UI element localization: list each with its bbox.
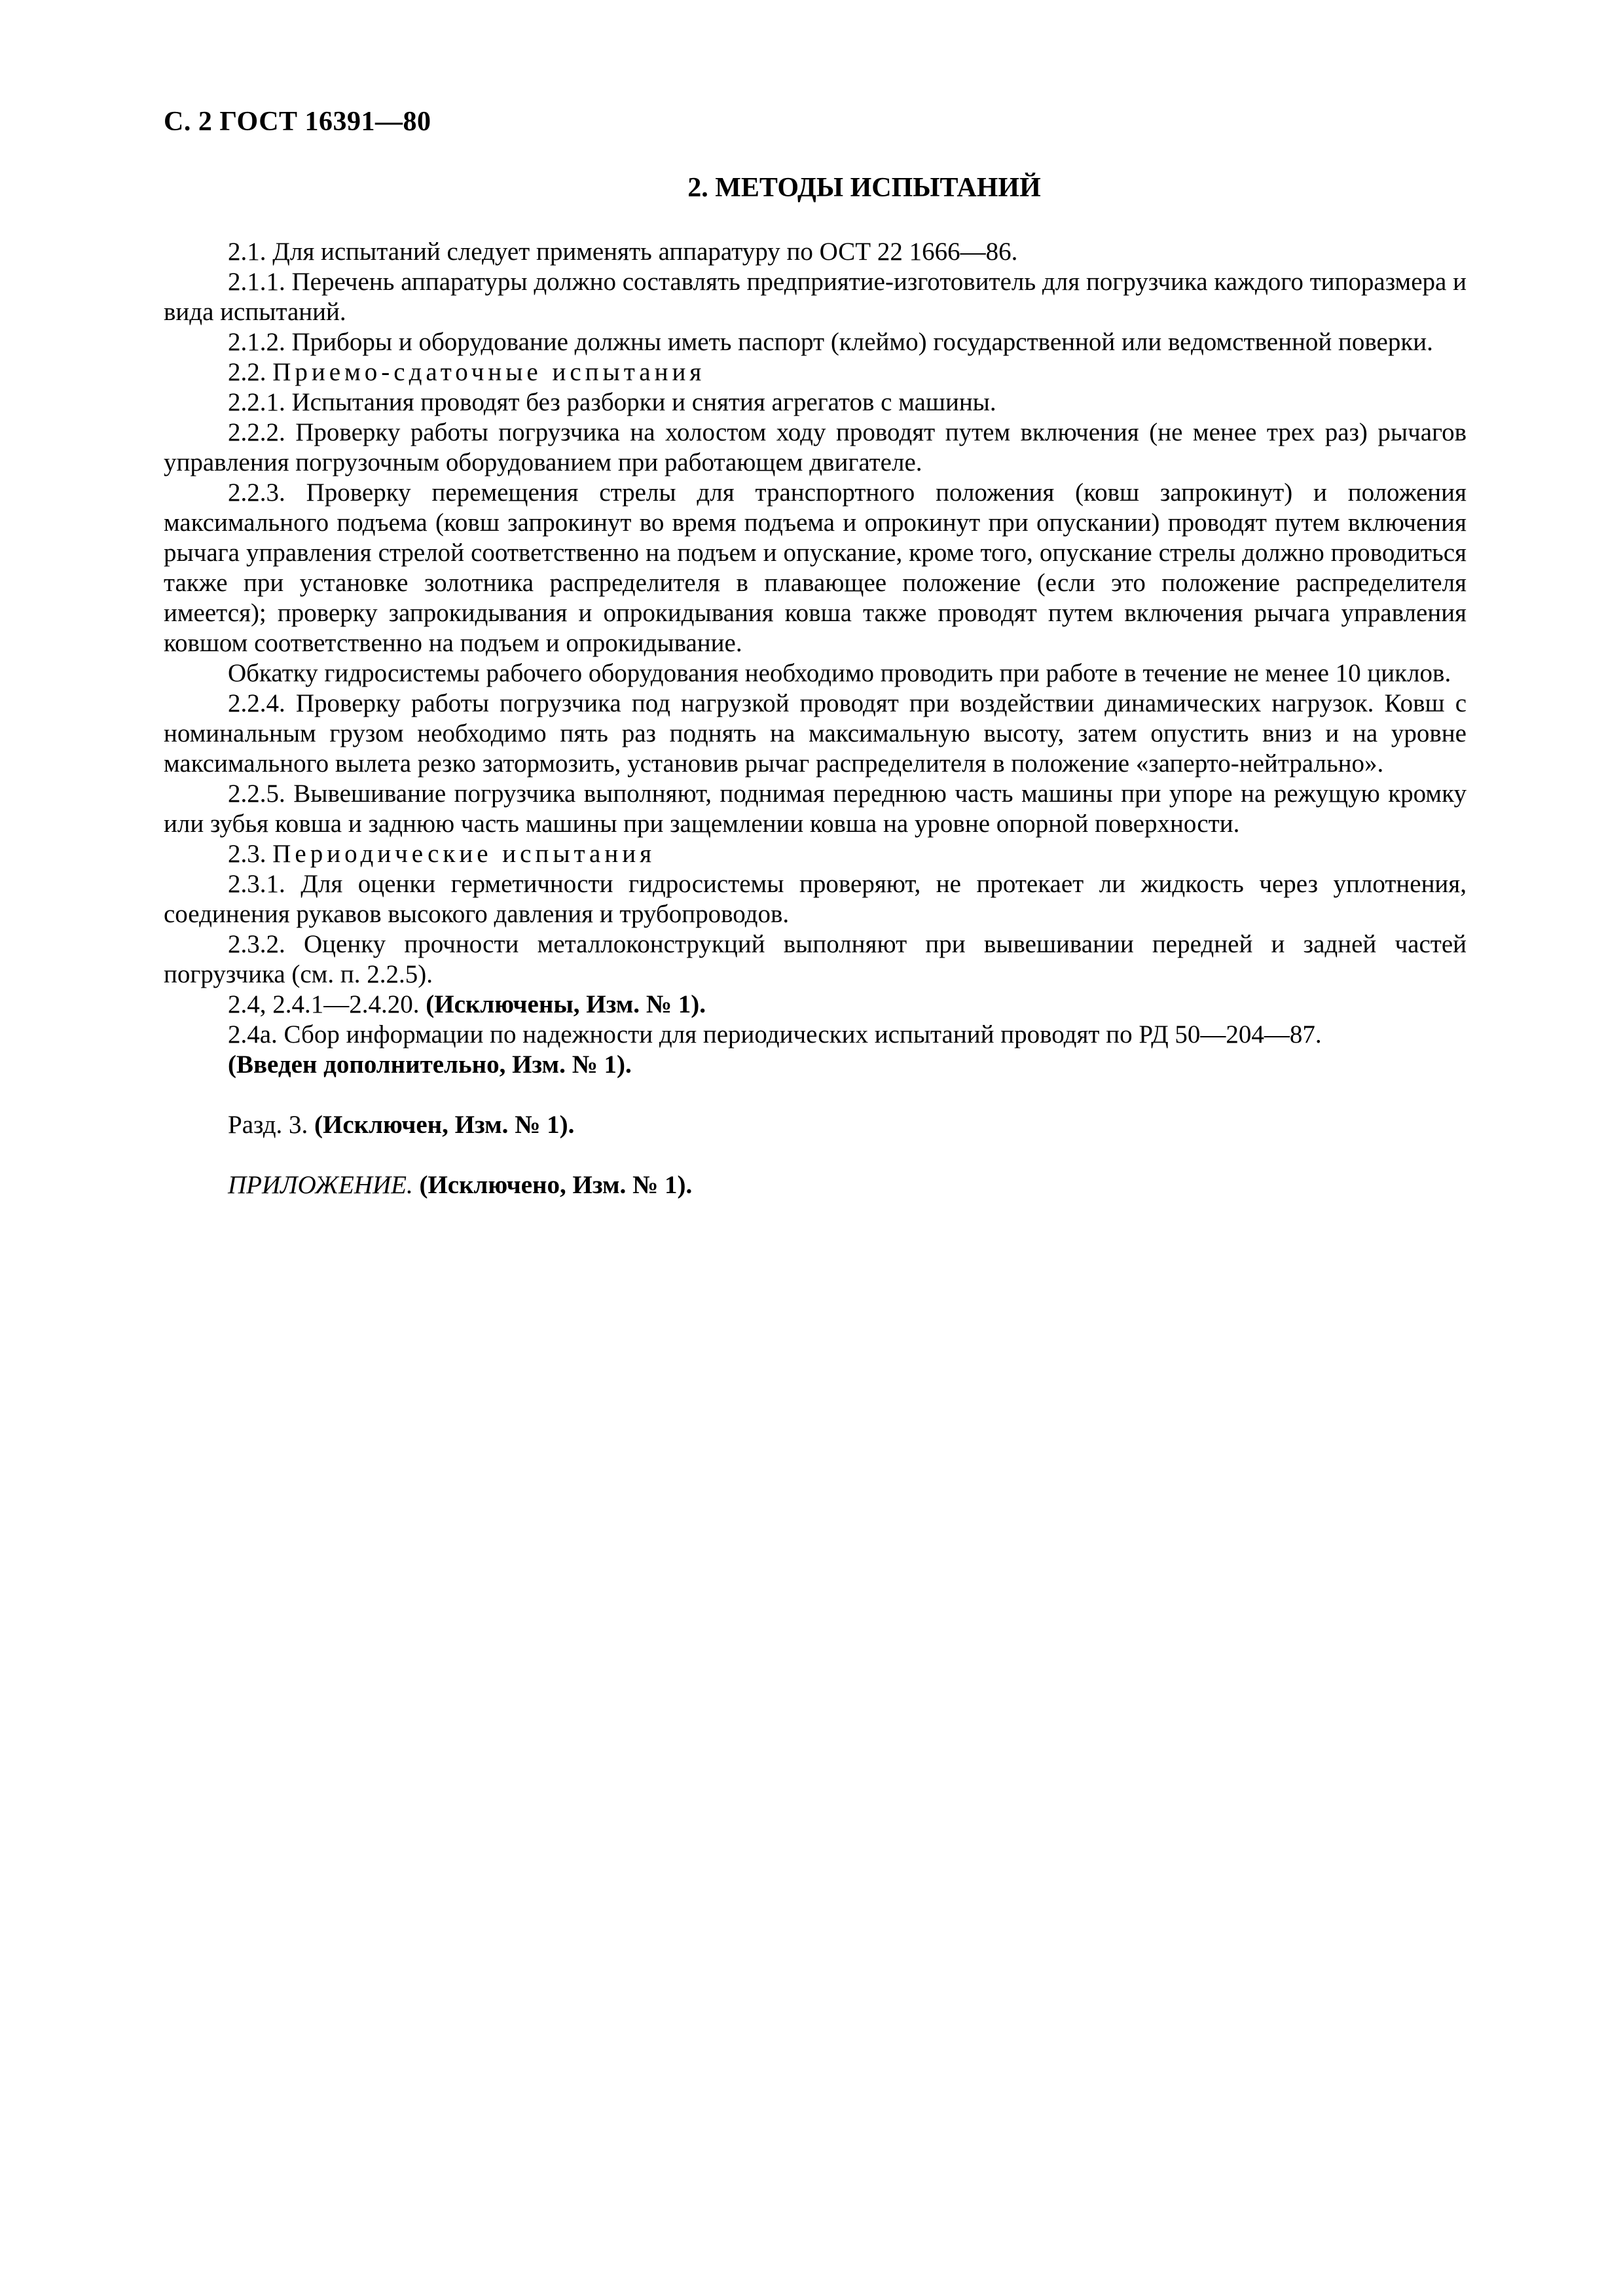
paragraph-2-4-note: (Исключены, Изм. № 1). [426, 990, 706, 1018]
paragraph-obkatka: Обкатку гидросистемы рабочего оборудования необходимо проводить при работе в течение не менее 10 циклов. [228, 659, 1451, 687]
subsection-2-2-heading [164, 357, 1467, 387]
paragraph-2-2-4: 2.2.4. Проверку работы погрузчика под нагрузкой проводят при воздействии динамических нагрузок. Ковш с номинальным грузом необходимо пять раз поднять на максимальную высоту, затем опустить вниз и на уровне максимального вылета резко затормозить, установив рычаг распределителя в положение «заперто-нейтрально». [164, 689, 1467, 778]
paragraph-appendix [164, 1170, 1467, 1200]
subsection-2-3-heading [164, 839, 1467, 869]
paragraph-razd-3-prefix: Разд. 3. [228, 1111, 308, 1139]
paragraph-2-4a: 2.4а. Сбор информации по надежности для периодических испытаний проводят по РД 50—204—87. [228, 1020, 1322, 1049]
paragraph-2-4 [164, 990, 1467, 1020]
subsection-2-3-title: Периодические испытания [272, 840, 656, 868]
paragraph-2-2-1: 2.2.1. Испытания проводят без разборки и снятия агрегатов с машины. [228, 388, 996, 416]
subsection-2-3-number: 2.3. [228, 840, 266, 868]
paragraph-2-3-2: 2.3.2. Оценку прочности металлоконструкций выполняют при вывешивании передней и задней частей погрузчика (см. п. 2.2.5). [164, 930, 1467, 988]
paragraph-2-1-2: 2.1.2. Приборы и оборудование должны иметь паспорт (клеймо) государственной или ведомственной поверки. [228, 328, 1433, 356]
paragraph-razd-3 [164, 1110, 1467, 1140]
subsection-2-2-number: 2.2. [228, 358, 266, 386]
paragraph-2-3-1: 2.3.1. Для оценки герметичности гидросистемы проверяют, не протекает ли жидкость через уплотнения, соединения рукавов высокого давления и трубопроводов. [164, 870, 1467, 928]
paragraph-razd-3-note: (Исключен, Изм. № 1). [314, 1111, 575, 1139]
paragraph-2-1: 2.1. Для испытаний следует применять аппаратуру по ОСТ 22 1666—86. [228, 238, 1018, 266]
paragraph-appendix-note: (Исключено, Изм. № 1). [419, 1171, 693, 1199]
paragraph-2-1-1: 2.1.1. Перечень аппаратуры должно составлять предприятие-изготовитель для погрузчика каждого типоразмера и вида испытаний. [164, 268, 1467, 326]
subsection-2-2-title: Приемо-сдаточные испытания [272, 358, 706, 386]
page-header: С. 2 ГОСТ 16391—80 [164, 107, 431, 137]
paragraph-2-4-prefix: 2.4, 2.4.1—2.4.20. [228, 990, 420, 1018]
paragraph-2-2-5: 2.2.5. Вывешивание погрузчика выполняют, поднимая переднюю часть машины при упоре на режущую кромку или зубья ковша и заднюю часть машины при защемлении ковша на уровне опорной поверхности. [164, 780, 1467, 838]
section-title: 2. МЕТОДЫ ИСПЫТАНИЙ [687, 173, 1041, 203]
document-body [164, 171, 1467, 1200]
paragraph-2-2-3: 2.2.3. Проверку перемещения стрелы для транспортного положения (ковш запрокинут) и положения максимального подъема (ковш запрокинут во время подъема и опрокинут при опускании) проводят путем включения рычага управления стрелой соответственно на подъем и опускание, кроме того, опускание стрелы должно проводиться также при установке золотника распределителя в плавающее положение (если это положение распределителя имеется); проверку запрокидывания и опрокидывания ковша также проводят путем включения рычага управления ковшом соответственно на подъем и опрокидывание. [164, 478, 1467, 657]
paragraph-2-2-2: 2.2.2. Проверку работы погрузчика на холостом ходу проводят путем включения (не менее трех раз) рычагов управления погрузочным оборудованием при работающем двигателе. [164, 418, 1467, 476]
paragraph-2-4a-note: (Введен дополнительно, Изм. № 1). [228, 1050, 632, 1079]
paragraph-appendix-prefix: ПРИЛОЖЕНИЕ. [228, 1171, 413, 1199]
